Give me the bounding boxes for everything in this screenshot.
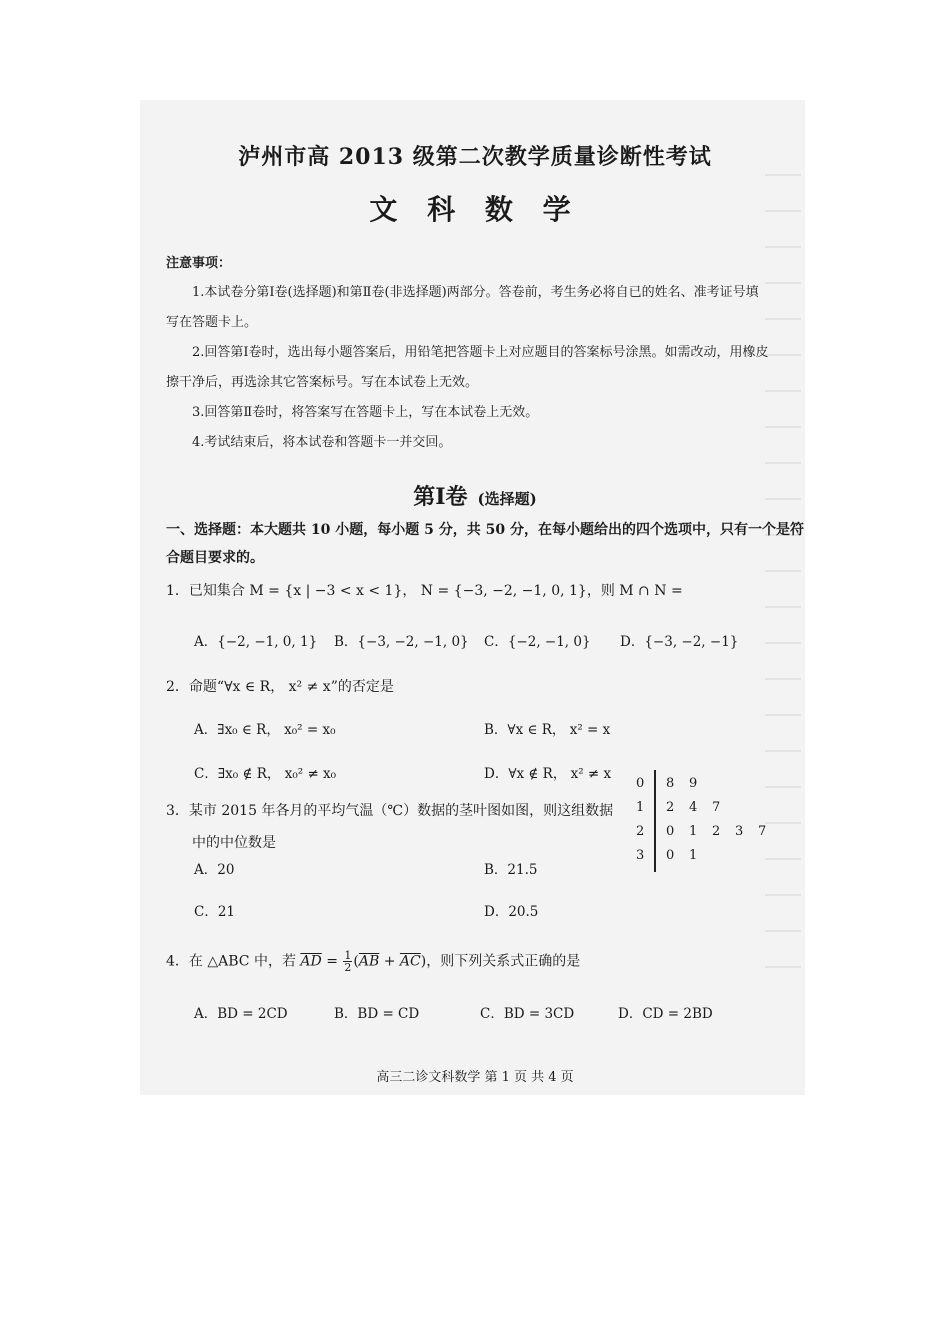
bleed-through-marks [755, 140, 805, 1020]
question-3-option-b: B．21.5 [484, 862, 538, 878]
question-1-stem: 1．已知集合 M = {x | −3 < x < 1}， N = {−3, −2, −1, 0, 1}，则 M ∩ N = [166, 583, 683, 599]
question-3-option-a: A．20 [194, 862, 235, 878]
leaf: 8 [666, 776, 675, 791]
stem-value: 1 [636, 800, 645, 815]
question-2-option-a: A．∃x₀ ∈ R， x₀² = x₀ [194, 722, 336, 738]
leaf: 3 [735, 824, 744, 839]
question-4-option-a: A．BD = 2CD [194, 1006, 288, 1022]
question-1-option-c: C．{−2, −1, 0} [484, 634, 591, 650]
question-1-option-a: A．{−2, −1, 0, 1} [194, 634, 318, 650]
stem-leaf-divider [654, 770, 656, 872]
question-1-option-b: B．{−3, −2, −1, 0} [334, 634, 469, 650]
leaf: 7 [758, 824, 767, 839]
subject-title: 文 科 数 学 [369, 193, 581, 226]
question-2-option-b: B．∀x ∈ R， x² = x [484, 722, 611, 738]
notice-item-2: 2.回答第Ⅰ卷时，选出每小题答案后，用铅笔把答题卡上对应题目的答案标号涂黑。如需改动，用橡皮 [192, 345, 769, 360]
leaf: 0 [666, 824, 675, 839]
leaf: 1 [689, 824, 698, 839]
question-2-option-d: D．∀x ∉ R， x² ≠ x [484, 766, 612, 782]
q4-plus: + [379, 953, 400, 970]
leaf-values [666, 824, 781, 839]
exam-title: 泸州市高 2013 级第二次教学质量诊断性考试 [238, 144, 712, 170]
leaf-values [666, 800, 735, 815]
stem-value: 0 [636, 776, 645, 791]
stem-value: 3 [636, 848, 645, 863]
section-title [0, 480, 950, 511]
question-4-stem [166, 950, 580, 973]
q4-paren-open: ( [353, 953, 359, 970]
leaf: 7 [712, 800, 721, 815]
q4-stem-post: )，则下列关系式正确的是 [420, 953, 581, 970]
leaf: 2 [666, 800, 675, 815]
vector-ad: $\overline{AD}$ [300, 953, 322, 970]
notice-item-2-cont: 擦干净后，再选涂其它答案标号。写在本试卷上无效。 [166, 375, 479, 390]
section-name: 第Ⅰ卷 [413, 484, 468, 510]
question-3-stem: 3．某市 2015 年各月的平均气温（℃）数据的茎叶图如图，则这组数据 [166, 803, 614, 819]
question-4-option-c: C．BD = 3CD [480, 1006, 575, 1022]
leaf: 9 [689, 776, 698, 791]
question-2-stem: 2．命题“∀x ∈ R， x² ≠ x”的否定是 [166, 679, 394, 695]
question-3-stem-cont: 中的中位数是 [192, 835, 276, 851]
page-footer: 高三二诊文科数学 第 1 页 共 4 页 [376, 1070, 574, 1085]
leaf: 0 [666, 848, 675, 863]
notice-item-3: 3.回答第Ⅱ卷时，将答案写在答题卡上，写在本试卷上无效。 [192, 405, 539, 420]
leaf: 4 [689, 800, 698, 815]
leaf-values [666, 776, 712, 791]
question-4-option-b: B．BD = CD [334, 1006, 420, 1022]
question-1-option-d: D．{−3, −2, −1} [620, 634, 739, 650]
notice-heading: 注意事项： [166, 256, 232, 271]
vector-ac: $\overline{AC}$ [399, 953, 421, 970]
part-heading: 一、选择题：本大题共 10 小题，每小题 5 分，共 50 分，在每小题给出的四个选项中，只有一个是符合题目要求的。 [166, 522, 804, 566]
fraction-denominator: 2 [344, 961, 352, 974]
q4-equals: = [321, 953, 343, 970]
notice-item-1-cont: 写在答题卡上。 [166, 315, 258, 330]
stem-value: 2 [636, 824, 645, 839]
vector-ab: $\overline{AB}$ [358, 953, 380, 970]
leaf: 1 [689, 848, 698, 863]
question-2-option-c: C．∃x₀ ∉ R， x₀² ≠ x₀ [194, 766, 337, 782]
question-3-option-d: D．20.5 [484, 904, 539, 920]
q4-stem-pre: 4．在 △ABC 中，若 [166, 953, 301, 970]
fraction-numerator: 1 [344, 949, 352, 962]
leaf-values [666, 848, 712, 863]
question-4-option-d: D．CD = 2BD [618, 1006, 713, 1022]
notice-item-1: 1.本试卷分第Ⅰ卷(选择题)和第Ⅱ卷(非选择题)两部分。答卷前，考生务必将自已的姓名、准考证号填 [192, 285, 759, 300]
leaf: 2 [712, 824, 721, 839]
notice-item-4: 4.考试结束后，将本试卷和答题卡一并交回。 [192, 435, 452, 450]
question-3-option-c: C．21 [194, 904, 236, 920]
section-subtitle: (选择题) [477, 490, 537, 508]
fraction-one-half [343, 950, 352, 973]
